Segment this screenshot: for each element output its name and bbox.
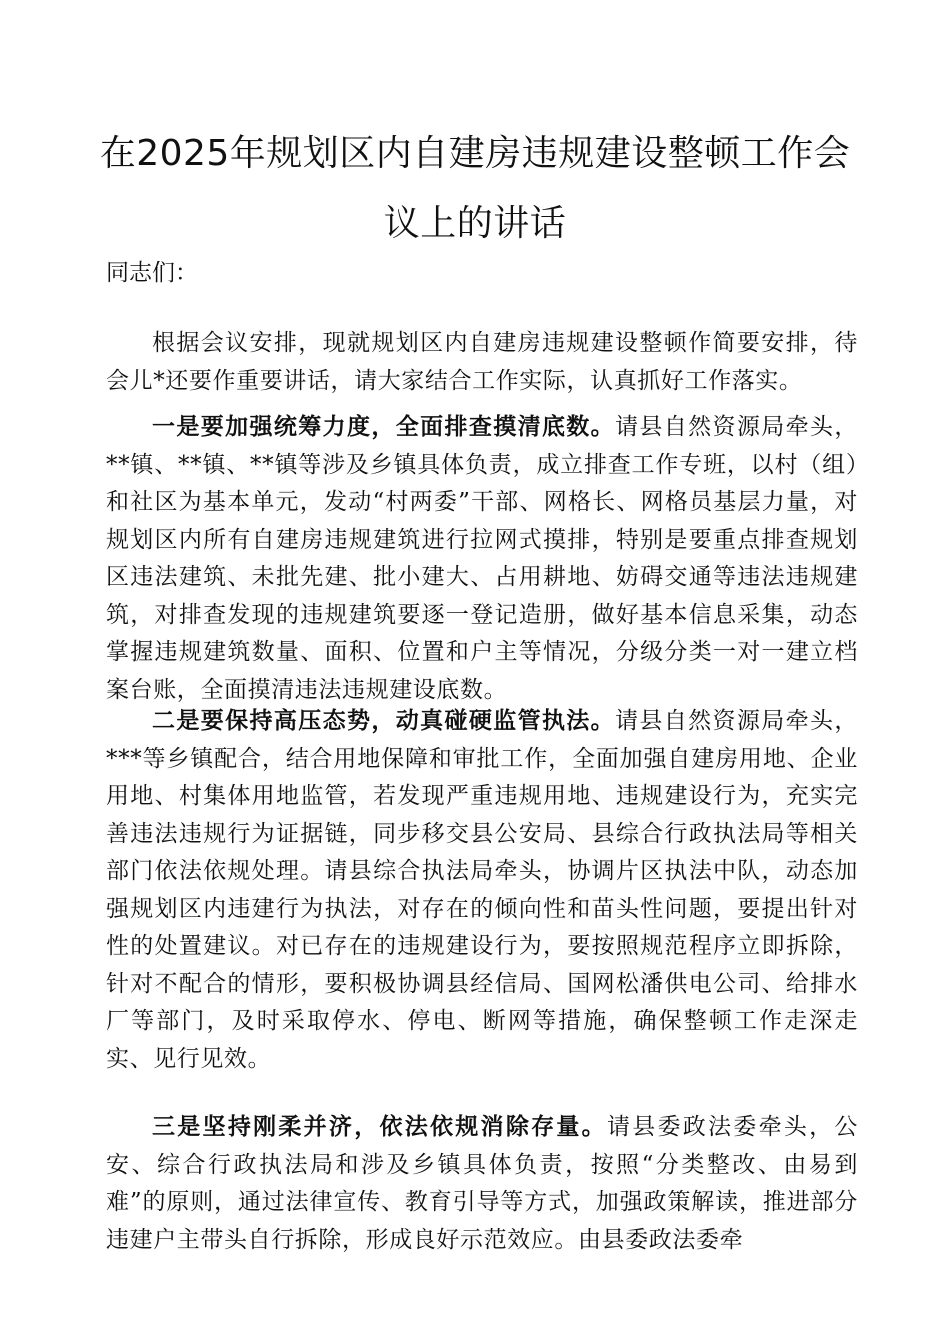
section-3-heading: 三是坚持刚柔并济，依法依规消除存量。	[152, 1113, 607, 1140]
section-2-paragraph	[106, 702, 858, 1078]
section-2-heading: 二是要保持高压态势，动真碰硬监管执法。	[152, 707, 616, 734]
section-2-body: 请县自然资源局牵头，***等乡镇配合，结合用地保障和审批工作，全面加强自建房用地、企业用地、村集体用地监管，若发现严重违规用地、违规建设行为，充实完善违法违规行为证据链，同步移交县公安局、县综合行政执法局等相关部门依法依规处理。请县综合执法局牵头，协调片区执法中队，动态加强规划区内违建行为执法，对存在的倾向性和苗头性问题，要提出针对性的处置建议。对已存在的违规建设行为，要按照规范程序立即拆除，针对不配合的情形，要积极协调县经信局、国网松潘供电公司、给排水厂等部门，及时采取停水、停电、断网等措施，确保整顿工作走深走实、见行见效。	[106, 708, 859, 1072]
document-title-line-1: 在2025年规划区内自建房违规建设整顿工作会	[99, 133, 851, 174]
section-1-heading: 一是要加强统筹力度，全面排查摸清底数。	[152, 413, 616, 440]
document-title-line-2: 议上的讲话	[383, 203, 567, 244]
section-1-paragraph	[106, 408, 858, 709]
salutation: 同志们：	[106, 260, 198, 286]
section-3-body: 请县委政法委牵头，公安、综合行政执法局和涉及乡镇具体负责，按照“分类整改、由易到难”的原则，通过法律宣传、教育引导等方式，加强政策解读，推进部分违建户主带头自行拆除，形成良好示范效应。由县委政法委牵	[106, 1114, 859, 1253]
section-3-paragraph	[106, 1108, 858, 1259]
section-1-body: 请县自然资源局牵头，**镇、**镇、**镇等涉及乡镇具体负责，成立排查工作专班，以村（组）和社区为基本单元，发动“村两委”干部、网格长、网格员基层力量，对规划区内所有自建房违规建筑进行拉网式摸排，特别是要重点排查规划区违法建筑、未批先建、批小建大、占用耕地、妨碍交通等违法违规建筑，对排查发现的违规建筑要逐一登记造册，做好基本信息采集，动态掌握违规建筑数量、面积、位置和户主等情况，分级分类一对一建立档案台账，全面摸清违法违规建设底数。	[106, 414, 859, 703]
intro-paragraph: 根据会议安排，现就规划区内自建房违规建设整顿作简要安排，待会儿*还要作重要讲话，请大家结合工作实际，认真抓好工作落实。	[106, 330, 858, 394]
